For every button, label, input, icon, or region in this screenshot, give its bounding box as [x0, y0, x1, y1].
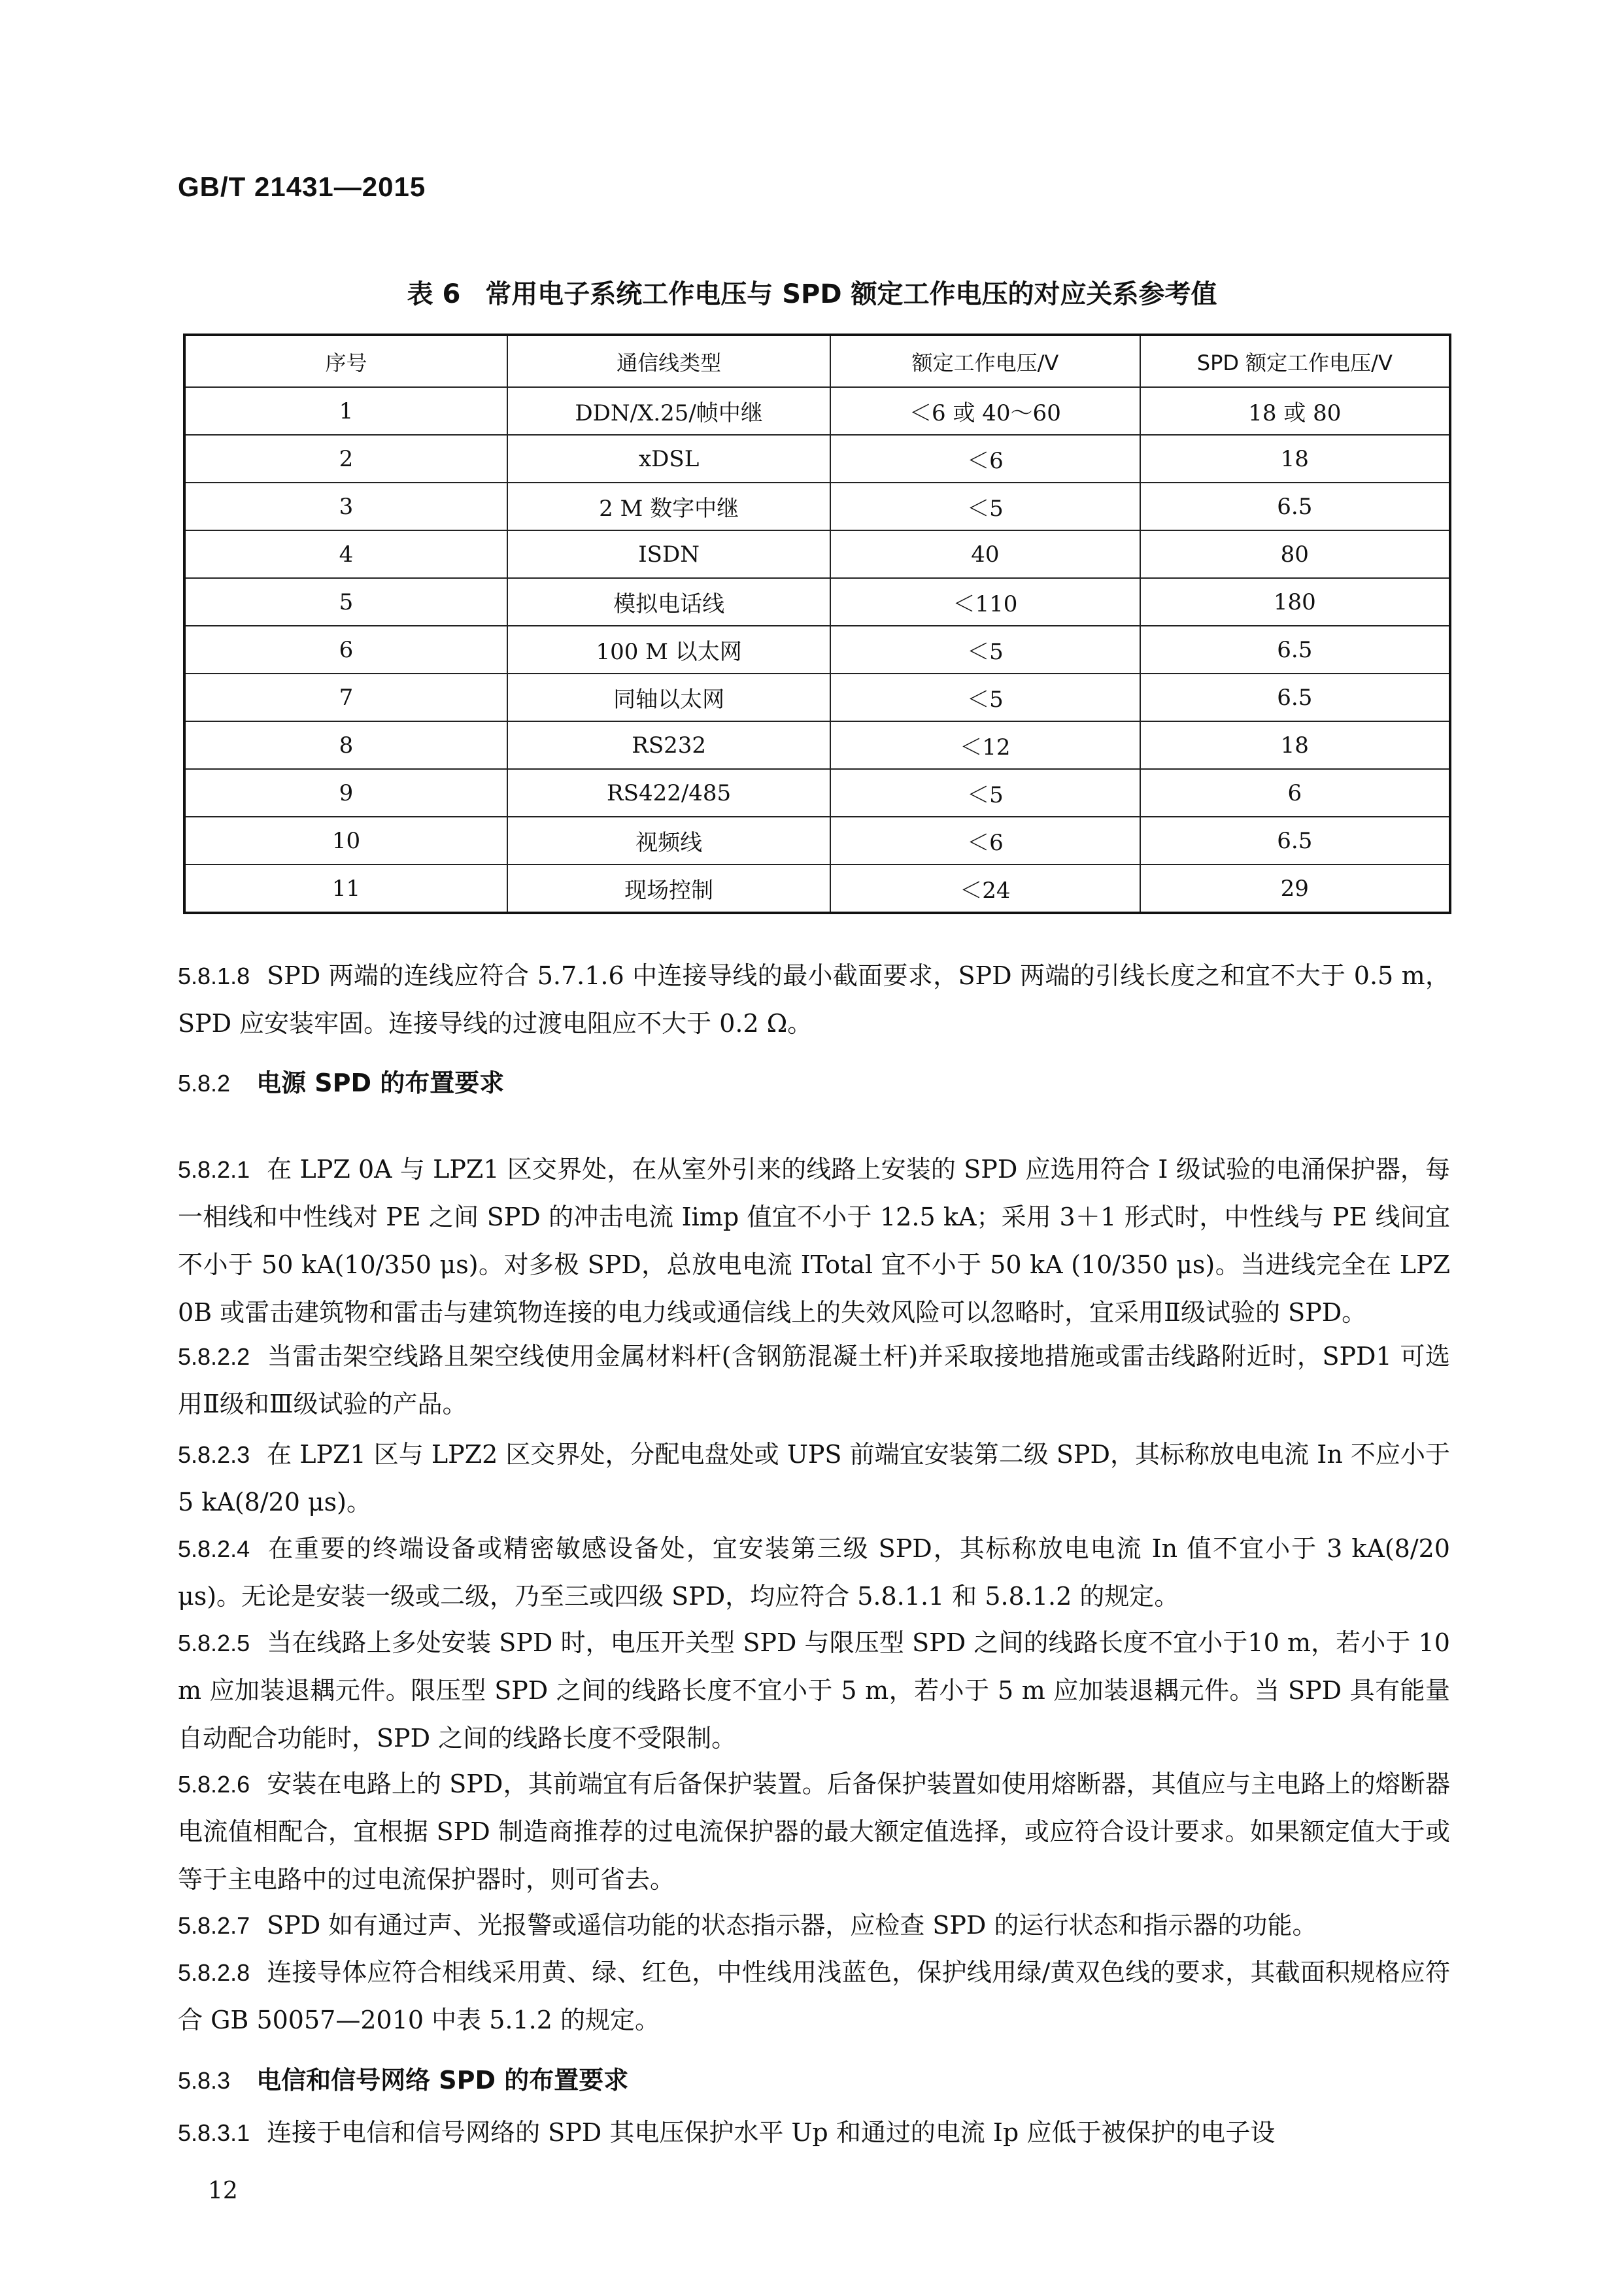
table-caption-number: 表 6	[407, 279, 461, 309]
table-cell: 2 M 数字中继	[507, 483, 830, 530]
table-cell: 180	[1140, 578, 1450, 626]
paragraph-5-8-1-8	[178, 952, 1450, 1048]
table-cell: 8	[184, 721, 507, 769]
table-row	[184, 674, 1450, 721]
table-row	[184, 578, 1450, 626]
table-cell: 6	[1140, 769, 1450, 817]
table-cell: 18 或 80	[1140, 387, 1450, 435]
section-number: 5.8.3	[178, 2067, 231, 2094]
section-number: 5.8.2	[178, 1070, 231, 1097]
clause-number: 5.8.2.2	[178, 1343, 250, 1370]
table-cell: xDSL	[507, 435, 830, 483]
table-cell: 100 M 以太网	[507, 626, 830, 674]
table-cell: 10	[184, 817, 507, 865]
section-heading-5-8-3	[178, 2060, 628, 2096]
table-cell: 6.5	[1140, 626, 1450, 674]
table-cell: 6.5	[1140, 817, 1450, 865]
table-cell: 11	[184, 865, 507, 913]
table-cell: ＜5	[830, 626, 1140, 674]
table-cell: ＜5	[830, 769, 1140, 817]
table-cell: 18	[1140, 721, 1450, 769]
table-cell: ＜6	[830, 435, 1140, 483]
clause-number: 5.8.2.3	[178, 1441, 250, 1468]
table-cell: ＜5	[830, 483, 1140, 530]
clause-text: 在重要的终端设备或精密敏感设备处，宜安装第三级 SPD，其标称放电电流 In 值不宜小于 3 kA(8/20 μs)。无论是安装一级或二级，乃至三或四级 SPD，均应符合 5.8.1.1 和 5.8.1.2 的规定。	[178, 1534, 1450, 1611]
clause-text: 连接导体应符合相线采用黄、绿、红色，中性线用浅蓝色，保护线用绿/黄双色线的要求，其截面积规格应符合 GB 50057—2010 中表 5.1.2 的规定。	[178, 1958, 1450, 2034]
clause-text: 在 LPZ 0A 与 LPZ1 区交界处，在从室外引来的线路上安装的 SPD 应选用符合 Ⅰ 级试验的电涌保护器，每一相线和中性线对 PE 之间 SPD 的冲击电流 Iimp 值宜不小于 12.5 kA；采用 3＋1 形式时，中性线与 PE 线间宜不小于 50 kA(10/350 μs)。对多极 SPD，总放电电流 ITotal 宜不小于 50 kA (10/350 μs)。当进线完全在 LPZ 0B 或雷击建筑物和雷击与建筑物连接的电力线或通信线上的失效风险可以忽略时，宜采用Ⅱ级试验的 SPD。	[178, 1155, 1450, 1327]
table-cell: 29	[1140, 865, 1450, 913]
table-cell: 3	[184, 483, 507, 530]
table-cell: RS232	[507, 721, 830, 769]
clause-number: 5.8.2.8	[178, 1959, 250, 1986]
table-cell: 18	[1140, 435, 1450, 483]
paragraph-5-8-2-7	[178, 1902, 1450, 1949]
table-row	[184, 865, 1450, 913]
table-cell: 模拟电话线	[507, 578, 830, 626]
table-cell: 2	[184, 435, 507, 483]
table-row	[184, 435, 1450, 483]
table-cell: ＜5	[830, 674, 1140, 721]
clause-text: SPD 如有通过声、光报警或遥信功能的状态指示器，应检查 SPD 的运行状态和指示器的功能。	[267, 1911, 1317, 1940]
clause-number: 5.8.2.7	[178, 1912, 250, 1939]
header-cell: 通信线类型	[507, 335, 830, 387]
table-cell: ＜6 或 40～60	[830, 387, 1140, 435]
table-row	[184, 817, 1450, 865]
clause-text: SPD 两端的连线应符合 5.7.1.6 中连接导线的最小截面要求，SPD 两端的引线长度之和宜不大于 0.5 m，SPD 应安装牢固。连接导线的过渡电阻应不大于 0.2 Ω。	[178, 961, 1450, 1038]
paragraph-5-8-3-1	[178, 2109, 1450, 2157]
table-caption	[0, 273, 1624, 311]
table-cell: RS422/485	[507, 769, 830, 817]
clause-number: 5.8.2.6	[178, 1771, 250, 1798]
table-cell: 40	[830, 530, 1140, 578]
section-heading-5-8-2	[178, 1063, 504, 1099]
table-cell: ＜24	[830, 865, 1140, 913]
paragraph-5-8-2-1	[178, 1146, 1450, 1337]
paragraph-5-8-2-5	[178, 1619, 1450, 1762]
paragraph-5-8-2-4	[178, 1525, 1450, 1620]
table-cell: 视频线	[507, 817, 830, 865]
table-cell: DDN/X.25/帧中继	[507, 387, 830, 435]
table-cell: 5	[184, 578, 507, 626]
table-cell: 6.5	[1140, 483, 1450, 530]
clause-text: 当雷击架空线路且架空线使用金属材料杆(含钢筋混凝土杆)并采取接地措施或雷击线路附近时，SPD1 可选用Ⅱ级和Ⅲ级试验的产品。	[178, 1342, 1450, 1418]
section-title: 电源 SPD 的布置要求	[256, 1069, 505, 1097]
paragraph-5-8-2-6	[178, 1760, 1450, 1904]
table-row	[184, 769, 1450, 817]
table-cell: 7	[184, 674, 507, 721]
clause-number: 5.8.2.4	[178, 1535, 250, 1562]
clause-text: 安装在电路上的 SPD，其前端宜有后备保护装置。后备保护装置如使用熔断器，其值应与主电路上的熔断器电流值相配合，宜根据 SPD 制造商推荐的过电流保护器的最大额定值选择，或应符合设计要求。如果额定值大于或等于主电路中的过电流保护器时，则可省去。	[178, 1770, 1450, 1894]
table-cell: 80	[1140, 530, 1450, 578]
clause-number: 5.8.2.1	[178, 1156, 250, 1183]
paragraph-5-8-2-8	[178, 1949, 1450, 2044]
paragraph-5-8-2-2	[178, 1333, 1450, 1428]
table-caption-text: 常用电子系统工作电压与 SPD 额定工作电压的对应关系参考值	[485, 279, 1217, 309]
header-cell: SPD 额定工作电压/V	[1140, 335, 1450, 387]
clause-text: 连接于电信和信号网络的 SPD 其电压保护水平 Up 和通过的电流 Ip 应低于被保护的电子设	[267, 2118, 1276, 2147]
table-cell: 6.5	[1140, 674, 1450, 721]
paragraph-5-8-2-3	[178, 1431, 1450, 1526]
section-title: 电信和信号网络 SPD 的布置要求	[256, 2066, 629, 2095]
table-cell: ISDN	[507, 530, 830, 578]
clause-text: 在 LPZ1 区与 LPZ2 区交界处，分配电盘处或 UPS 前端宜安装第二级 SPD，其标称放电电流 In 不应小于 5 kA(8/20 μs)。	[178, 1440, 1450, 1516]
header-cell: 序号	[184, 335, 507, 387]
standard-code: GB/T 21431—2015	[178, 171, 426, 202]
table-cell: 4	[184, 530, 507, 578]
table-cell: ＜110	[830, 578, 1140, 626]
table-cell: 同轴以太网	[507, 674, 830, 721]
header-cell: 额定工作电压/V	[830, 335, 1140, 387]
table-header-row	[184, 335, 1450, 387]
clause-number: 5.8.3.1	[178, 2119, 250, 2146]
table-cell: ＜6	[830, 817, 1140, 865]
table-cell: 现场控制	[507, 865, 830, 913]
clause-number: 5.8.2.5	[178, 1630, 250, 1656]
table-cell: 6	[184, 626, 507, 674]
table-cell: 9	[184, 769, 507, 817]
table-row	[184, 387, 1450, 435]
table-row	[184, 483, 1450, 530]
table-cell: 1	[184, 387, 507, 435]
table-row	[184, 530, 1450, 578]
reference-table	[183, 334, 1451, 914]
clause-text: 当在线路上多处安装 SPD 时，电压开关型 SPD 与限压型 SPD 之间的线路长度不宜小于10 m，若小于 10 m 应加装退耦元件。限压型 SPD 之间的线路长度不宜小于 5 m，若小于 5 m 应加装退耦元件。当 SPD 具有能量自动配合功能时，SPD 之间的线路长度不受限制。	[178, 1628, 1450, 1753]
page-number: 12	[208, 2178, 238, 2204]
table-row	[184, 626, 1450, 674]
table-row	[184, 721, 1450, 769]
table-cell: ＜12	[830, 721, 1140, 769]
clause-number: 5.8.1.8	[178, 963, 250, 989]
